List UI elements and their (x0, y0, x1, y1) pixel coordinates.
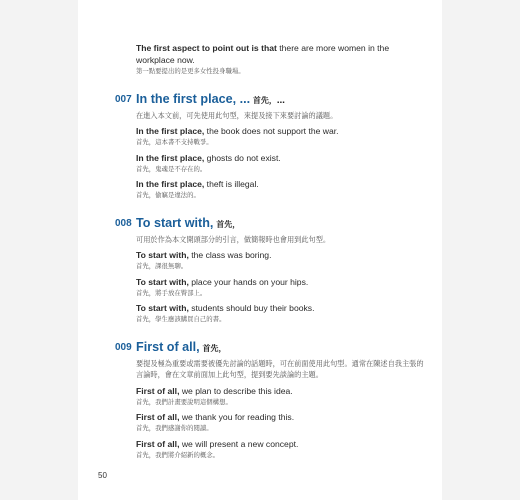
intro-translation: 第一點要提出的是更多女性投身職場。 (136, 67, 245, 75)
section-number: 009 (115, 341, 132, 353)
example-item (136, 303, 426, 325)
example-english (136, 153, 426, 164)
section-description: 在進入本文前，可先使用此句型，來提及接下來要討論的議題。 (136, 110, 338, 120)
example-phrase: In the first place, (136, 126, 205, 136)
example-phrase: To start with, (136, 250, 189, 260)
example-rest: the book does not support the war. (204, 126, 339, 136)
phrase-section-009 (115, 339, 426, 461)
example-item (136, 386, 426, 408)
section-heading (115, 339, 426, 355)
example-translation: 首先，偷竊是違法的。 (136, 191, 200, 199)
section-title-en: To start with, (136, 215, 214, 230)
example-translation: 首先，學生應該購買自己的書。 (136, 315, 226, 323)
example-rest: ghosts do not exist. (204, 152, 281, 163)
section-title-en: First of all, (136, 339, 200, 354)
section-description: 可用於作為本文開頭部分的引言，做簡報時也會用到此句型。 (136, 234, 331, 244)
example-translation: 首先，這本書不支持戰爭。 (136, 138, 213, 146)
book-page (78, 0, 442, 500)
example-item (136, 439, 426, 461)
example-translation: 首先，將手放在臀部上。 (136, 288, 207, 297)
section-title-zh: 首先，… (250, 95, 285, 105)
example-item (136, 412, 426, 434)
section-number: 007 (115, 93, 132, 105)
section-title-zh: 首先， (213, 219, 241, 229)
intro-bold: The first aspect to point out is that (136, 43, 277, 53)
example-phrase: First of all, (136, 385, 180, 396)
example-english (136, 277, 426, 288)
phrase-section-007 (115, 91, 426, 201)
page-content (115, 42, 426, 460)
example-phrase: In the first place, (136, 179, 205, 189)
example-item (136, 250, 426, 272)
example-translation: 首先，課很無聊。 (136, 262, 188, 270)
example-english (136, 126, 426, 137)
example-english (136, 179, 426, 190)
example-item (136, 153, 426, 175)
section-title-zh: 首先， (199, 343, 227, 353)
section-title (136, 91, 285, 109)
example-rest: we thank you for reading this. (179, 412, 295, 422)
intro-rest: there are more women in the workplace now. (136, 43, 390, 65)
example-english (136, 439, 426, 450)
example-phrase: To start with, (136, 276, 189, 287)
example-phrase: In the first place, (136, 152, 205, 163)
section-heading (115, 215, 426, 231)
example-phrase: To start with, (136, 303, 189, 313)
phrase-section-008 (115, 215, 426, 325)
example-translation: 首先，鬼魂是不存在的。 (136, 164, 207, 173)
example-phrase: First of all, (136, 412, 180, 422)
example-rest: theft is illegal. (204, 179, 259, 189)
example-rest: we plan to describe this idea. (179, 385, 293, 396)
intro-example (136, 42, 426, 77)
section-heading (115, 91, 426, 107)
section-title-en: In the first place, ... (136, 91, 251, 106)
example-item (136, 126, 426, 148)
section-title (136, 339, 226, 357)
example-english (136, 303, 426, 314)
example-rest: we will present a new concept. (179, 438, 299, 449)
intro-english (136, 42, 426, 66)
example-english (136, 250, 426, 261)
example-phrase: First of all, (136, 438, 180, 449)
example-translation: 首先，我們將介紹新的概念。 (136, 450, 220, 459)
section-description: 要提及極為重要或需要被優先討論的話題時，可在前面使用此句型。通常在陳述自我主張的言論時，會在文章前面加上此句型，提到要先談論的主題。 (136, 358, 424, 379)
example-english (136, 412, 426, 423)
example-rest: place your hands on your hips. (188, 276, 309, 287)
example-translation: 首先，我們感謝你的閱讀。 (136, 424, 213, 432)
example-item (136, 277, 426, 299)
example-rest: students should buy their books. (188, 303, 315, 313)
section-number: 008 (115, 217, 132, 229)
section-title (136, 215, 240, 233)
example-rest: the class was boring. (188, 250, 272, 260)
example-item (136, 179, 426, 201)
example-english (136, 386, 426, 397)
example-translation: 首先，我們計畫要說明這個構想。 (136, 397, 232, 406)
page-number: 50 (98, 471, 107, 480)
